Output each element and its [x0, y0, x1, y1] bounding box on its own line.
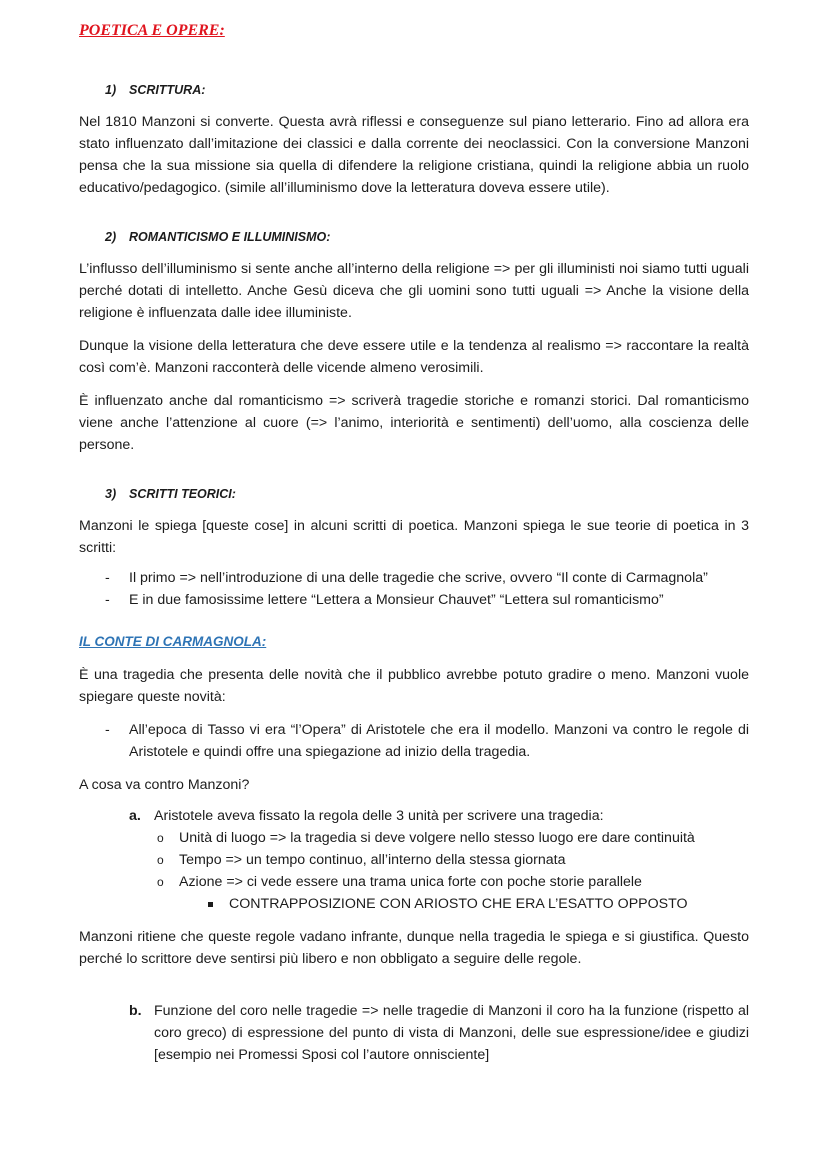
- units-list: [79, 827, 749, 893]
- subheading-conte-carmagnola: IL CONTE DI CARMAGNOLA:: [79, 634, 267, 649]
- list-item: - E in due famosissime lettere “Lettera a Monsieur Chauvet” “Lettera sul romanticismo”: [79, 589, 749, 611]
- paragraph: È una tragedia che presenta delle novità che il pubblico avrebbe potuto gradire o meno. Manzoni vuole spiegare queste novità:: [79, 667, 749, 705]
- scritti-list: [79, 567, 749, 611]
- paragraph: Dunque la visione della letteratura che deve essere utile e la tendenza al realismo => raccontare la realtà così com’è. Manzoni racconterà delle vicende almeno verosimili.: [79, 338, 749, 376]
- main-title: POETICA E OPERE:: [79, 22, 225, 39]
- paragraph: L’influsso dell’illuminismo si sente anche all’interno della religione => per gli illuministi noi siamo tutti uguali perché dotati di intelletto. Anche Gesù diceva che gli uomini sono tutti uguali => Anche la visione della religione è influenzata dalle idee illuministe.: [79, 261, 749, 321]
- list-item: o Tempo => un tempo continuo, all’interno della stessa giornata: [79, 849, 749, 871]
- document-page: [79, 20, 749, 1066]
- list-item: - All’epoca di Tasso vi era “l’Opera” di Aristotele che era il modello. Manzoni va contro le regole di Aristotele e quindi offre una spiegazione ad inizio della tragedia.: [79, 719, 749, 763]
- alpha-text: Funzione del coro nelle tragedie => nelle tragedie di Manzoni il coro ha la funzione (rispetto al coro greco) di espressione del punto di vista di Manzoni, delle sue espressione/idee e giudizi [esempio nei Promessi Sposi col l’autore onnisciente]: [154, 1003, 749, 1063]
- paragraph: Manzoni le spiega [queste cose] in alcuni scritti di poetica. Manzoni spiega le sue teorie di poetica in 3 scritti:: [79, 518, 749, 556]
- section-heading-scrittura: [79, 80, 749, 100]
- novita-list: [79, 719, 749, 763]
- section-number: 2): [105, 230, 117, 244]
- alpha-label: b.: [129, 1003, 142, 1019]
- list-item: - Il primo => nell’introduzione di una delle tragedie che scrive, ovvero “Il conte di Carmagnola”: [79, 567, 749, 589]
- question-line: A cosa va contro Manzoni?: [79, 777, 250, 793]
- contrast-list: [79, 893, 749, 915]
- section-heading-scritti-teorici: [79, 484, 749, 504]
- section-title: SCRITTI TEORICI:: [129, 487, 236, 501]
- alpha-text: Aristotele aveva fissato la regola delle 3 unità per scrivere una tragedia:: [154, 808, 604, 824]
- paragraph: Manzoni ritiene che queste regole vadano infrante, dunque nella tragedia le spiega e si giustifica. Questo perché lo scrittore deve sentirsi più libero e non obbligato a seguire delle regole.: [79, 929, 749, 967]
- alpha-item-b: [79, 1000, 749, 1066]
- paragraph: Nel 1810 Manzoni si converte. Questa avrà riflessi e conseguenze sul piano letterario. Fino ad allora era stato influenzato dall’imitazione dei classici e dalla corrente dei neoclassici. Con la conversione Manzoni pensa che la sua missione sia quella di difendere la religione cristiana, quindi la religione abbia un ruolo educativo/pedagogico. (simile all’illuminismo dove la letteratura doveva essere utile).: [79, 114, 749, 196]
- section-number: 1): [105, 83, 117, 97]
- section-heading-romanticismo: [79, 227, 749, 247]
- list-item: CONTRAPPOSIZIONE CON ARIOSTO CHE ERA L’ESATTO OPPOSTO: [79, 893, 749, 915]
- list-item: o Unità di luogo => la tragedia si deve volgere nello stesso luogo ere dare continuità: [79, 827, 749, 849]
- paragraph: È influenzato anche dal romanticismo => scriverà tragedie storiche e romanzi storici. Dal romanticismo viene anche l’attenzione al cuore (=> l’animo, interiorità e sentimenti) dell’uomo, alla coscienza delle persone.: [79, 393, 749, 453]
- section-title: SCRITTURA:: [129, 83, 206, 97]
- section-number: 3): [105, 487, 117, 501]
- list-item: o Azione => ci vede essere una trama unica forte con poche storie parallele: [79, 871, 749, 893]
- alpha-item-a: [79, 805, 749, 827]
- section-title: ROMANTICISMO E ILLUMINISMO:: [129, 230, 331, 244]
- alpha-label: a.: [129, 808, 141, 824]
